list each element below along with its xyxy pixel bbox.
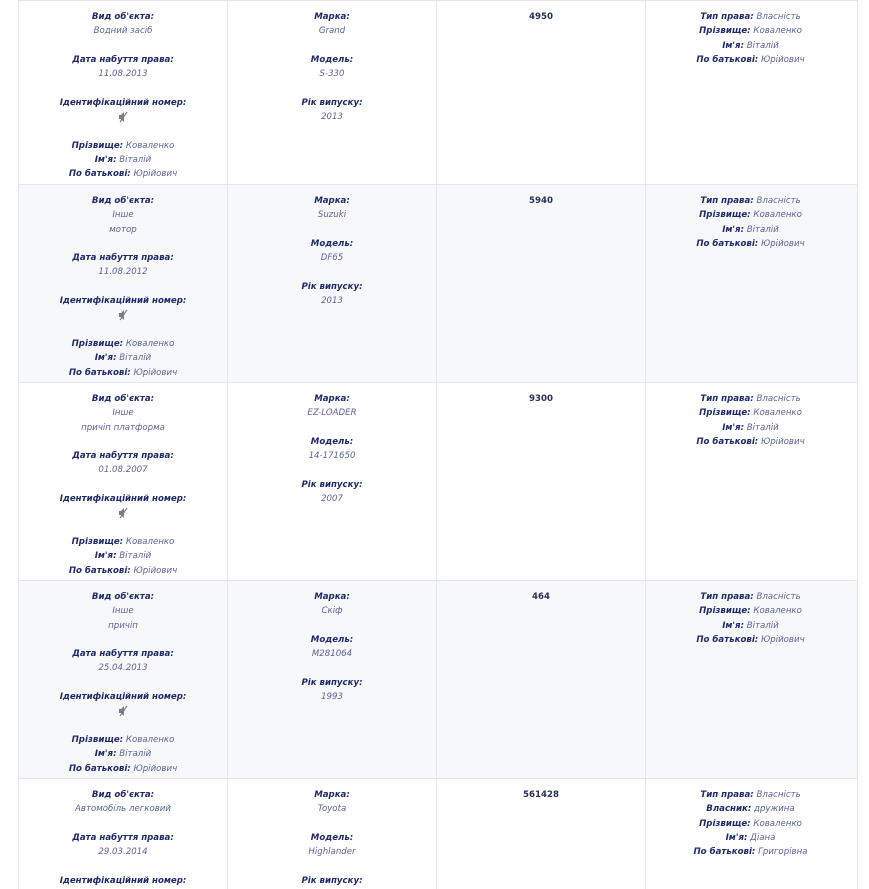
id-number-label: Ідентифікаційний номер: bbox=[59, 296, 187, 307]
rights-cell bbox=[646, 185, 855, 382]
object-type-detail: причіп bbox=[108, 620, 138, 631]
object-type-label: Вид об'єкта: bbox=[91, 394, 155, 404]
right-type-label: Тип права: bbox=[700, 394, 754, 404]
acquisition-date-value: 11.08.2013 bbox=[98, 69, 148, 80]
surname-label: Прізвище: bbox=[71, 140, 124, 151]
year-value: 2013 bbox=[321, 296, 343, 307]
object-type-value: Автомобіль легковий bbox=[75, 804, 171, 815]
patronymic-value: Юрійович bbox=[760, 238, 805, 249]
object-type-value: Водний засіб bbox=[93, 26, 153, 37]
table-row bbox=[19, 580, 857, 778]
patronymic-value: Юрійович bbox=[760, 634, 805, 645]
acquisition-date-value: 29.03.2014 bbox=[98, 847, 148, 858]
id-number-label: Ідентифікаційний номер: bbox=[59, 692, 187, 703]
table-row bbox=[19, 382, 857, 580]
model-label: Модель: bbox=[310, 436, 354, 447]
surname-value: Коваленко bbox=[125, 734, 175, 745]
object-type-detail: причіп платформа bbox=[81, 422, 165, 433]
surname-label: Прізвище: bbox=[71, 338, 124, 349]
name-value: Діана bbox=[750, 832, 776, 843]
rights-cell bbox=[646, 581, 855, 778]
name-label: Ім'я: bbox=[94, 353, 117, 364]
object-info-cell bbox=[19, 1, 228, 184]
brand-value: Toyota bbox=[317, 804, 347, 815]
brand-value: EZ-LOADER bbox=[307, 408, 357, 419]
patronymic-label: По батькові: bbox=[696, 436, 759, 447]
id-number-label: Ідентифікаційний номер: bbox=[59, 875, 187, 886]
name-value: Віталій bbox=[119, 353, 152, 364]
owner-label: Власник: bbox=[706, 804, 752, 815]
name-label: Ім'я: bbox=[722, 620, 745, 631]
patronymic-label: По батькові: bbox=[68, 169, 131, 180]
surname-value: Коваленко bbox=[125, 536, 175, 547]
brand-value: Скіф bbox=[321, 606, 343, 617]
name-value: Віталій bbox=[119, 749, 152, 760]
model-label: Модель: bbox=[310, 634, 354, 645]
patronymic-label: По батькові: bbox=[696, 54, 759, 65]
surname-value: Коваленко bbox=[753, 26, 802, 37]
brand-label: Марка: bbox=[314, 196, 350, 206]
table-row bbox=[19, 184, 857, 382]
name-label: Ім'я: bbox=[722, 224, 745, 235]
patronymic-value: Юрійович bbox=[133, 169, 178, 180]
acquisition-date-label: Дата набуття права: bbox=[72, 54, 174, 65]
right-type-value: Власність bbox=[756, 790, 801, 800]
right-type-label: Тип права: bbox=[700, 196, 754, 206]
surname-label: Прізвище: bbox=[699, 606, 751, 617]
patronymic-label: По батькові: bbox=[68, 565, 131, 576]
acquisition-date-label: Дата набуття права: bbox=[72, 451, 174, 462]
patronymic-value: Юрійович bbox=[133, 367, 178, 378]
brand-value: Suzuki bbox=[317, 210, 347, 221]
object-type-detail: мотор bbox=[109, 224, 137, 235]
vehicle-info-cell bbox=[228, 185, 437, 382]
price-value: 4950 bbox=[529, 12, 553, 22]
acquisition-date-label: Дата набуття права: bbox=[72, 253, 174, 264]
surname-label: Прізвище: bbox=[699, 408, 751, 419]
price-value: 464 bbox=[532, 592, 550, 602]
price-cell bbox=[437, 779, 646, 889]
name-label: Ім'я: bbox=[725, 832, 748, 843]
object-info-cell bbox=[19, 779, 228, 889]
patronymic-label: По батькові: bbox=[696, 238, 759, 249]
right-type-label: Тип права: bbox=[700, 12, 754, 22]
vehicle-info-cell bbox=[228, 383, 437, 580]
table-row bbox=[19, 0, 857, 184]
price-value: 5940 bbox=[529, 196, 553, 206]
patronymic-value: Юрійович bbox=[760, 436, 805, 447]
acquisition-date-label: Дата набуття права: bbox=[72, 649, 174, 660]
surname-value: Коваленко bbox=[125, 338, 175, 349]
patronymic-value: Юрійович bbox=[133, 763, 178, 774]
object-type-label: Вид об'єкта: bbox=[91, 196, 155, 206]
vehicle-info-cell bbox=[228, 779, 437, 889]
year-label: Рік випуску: bbox=[301, 875, 363, 886]
patronymic-value: Юрійович bbox=[133, 565, 178, 576]
surname-label: Прізвище: bbox=[71, 536, 124, 547]
year-label: Рік випуску: bbox=[301, 97, 363, 108]
object-type-value: Інше bbox=[112, 210, 134, 221]
surname-label: Прізвище: bbox=[699, 26, 751, 37]
right-type-value: Власність bbox=[756, 196, 801, 206]
price-value: 561428 bbox=[523, 790, 559, 800]
patronymic-value: Григорівна bbox=[758, 847, 808, 858]
object-type-value: Інше bbox=[112, 606, 134, 617]
price-value: 9300 bbox=[529, 394, 553, 404]
table-row bbox=[19, 778, 857, 889]
price-cell bbox=[437, 581, 646, 778]
patronymic-label: По батькові: bbox=[68, 367, 131, 378]
acquisition-date-value: 11.08.2012 bbox=[98, 267, 148, 278]
name-label: Ім'я: bbox=[94, 551, 117, 562]
name-value: Віталій bbox=[746, 224, 779, 235]
model-value: S-330 bbox=[319, 69, 345, 80]
object-info-cell bbox=[19, 581, 228, 778]
patronymic-label: По батькові: bbox=[693, 847, 756, 858]
price-cell bbox=[437, 185, 646, 382]
model-value: 14-171650 bbox=[308, 451, 356, 462]
object-type-label: Вид об'єкта: bbox=[91, 12, 155, 22]
model-label: Модель: bbox=[310, 54, 354, 65]
brand-label: Марка: bbox=[314, 790, 350, 800]
name-label: Ім'я: bbox=[94, 749, 117, 760]
model-label: Модель: bbox=[310, 832, 354, 843]
price-cell bbox=[437, 1, 646, 184]
patronymic-value: Юрійович bbox=[760, 54, 805, 65]
name-value: Віталій bbox=[119, 154, 152, 165]
year-value: 1993 bbox=[321, 692, 343, 703]
name-value: Віталій bbox=[746, 620, 779, 631]
model-value: DF65 bbox=[320, 253, 344, 264]
patronymic-label: По батькові: bbox=[68, 763, 131, 774]
right-type-value: Власність bbox=[756, 12, 801, 22]
surname-label: Прізвище: bbox=[699, 818, 751, 829]
rights-cell bbox=[646, 383, 855, 580]
year-value: 2013 bbox=[321, 112, 343, 123]
object-type-value: Інше bbox=[112, 408, 134, 419]
price-cell bbox=[437, 383, 646, 580]
surname-value: Коваленко bbox=[753, 408, 802, 419]
acquisition-date-value: 25.04.2013 bbox=[98, 663, 148, 674]
name-value: Віталій bbox=[119, 551, 152, 562]
object-type-label: Вид об'єкта: bbox=[91, 592, 155, 602]
brand-value: Grand bbox=[318, 26, 346, 37]
no-id-icon bbox=[118, 705, 128, 717]
model-value: M281064 bbox=[311, 649, 353, 660]
year-label: Рік випуску: bbox=[301, 479, 363, 490]
no-id-icon bbox=[118, 111, 128, 123]
surname-value: Коваленко bbox=[125, 140, 175, 151]
surname-value: Коваленко bbox=[753, 818, 802, 829]
surname-label: Прізвище: bbox=[71, 734, 124, 745]
brand-label: Марка: bbox=[314, 394, 350, 404]
no-id-icon bbox=[118, 309, 128, 321]
model-value: Highlander bbox=[308, 847, 356, 858]
id-number-label: Ідентифікаційний номер: bbox=[59, 494, 187, 505]
vehicle-info-cell bbox=[228, 581, 437, 778]
name-value: Віталій bbox=[746, 422, 779, 433]
brand-label: Марка: bbox=[314, 592, 350, 602]
year-label: Рік випуску: bbox=[301, 677, 363, 688]
acquisition-date-value: 01.08.2007 bbox=[98, 465, 148, 476]
year-value: 2007 bbox=[321, 494, 343, 505]
right-type-value: Власність bbox=[756, 592, 801, 602]
model-label: Модель: bbox=[310, 238, 354, 249]
name-label: Ім'я: bbox=[94, 154, 117, 165]
acquisition-date-label: Дата набуття права: bbox=[72, 832, 174, 843]
rights-cell bbox=[646, 1, 855, 184]
right-type-label: Тип права: bbox=[700, 790, 754, 800]
right-type-value: Власність bbox=[756, 394, 801, 404]
surname-label: Прізвище: bbox=[699, 210, 751, 221]
declaration-vehicle-table bbox=[18, 0, 858, 889]
rights-cell bbox=[646, 779, 855, 889]
id-number-label: Ідентифікаційний номер: bbox=[59, 97, 187, 108]
year-label: Рік випуску: bbox=[301, 281, 363, 292]
object-info-cell bbox=[19, 383, 228, 580]
surname-value: Коваленко bbox=[753, 210, 802, 221]
brand-label: Марка: bbox=[314, 12, 350, 22]
vehicle-info-cell bbox=[228, 1, 437, 184]
object-info-cell bbox=[19, 185, 228, 382]
name-label: Ім'я: bbox=[722, 40, 745, 51]
name-label: Ім'я: bbox=[722, 422, 745, 433]
object-type-label: Вид об'єкта: bbox=[91, 790, 155, 800]
owner-value: дружина bbox=[754, 804, 795, 815]
surname-value: Коваленко bbox=[753, 606, 802, 617]
right-type-label: Тип права: bbox=[700, 592, 754, 602]
name-value: Віталій bbox=[746, 40, 779, 51]
no-id-icon bbox=[118, 507, 128, 519]
patronymic-label: По батькові: bbox=[696, 634, 759, 645]
